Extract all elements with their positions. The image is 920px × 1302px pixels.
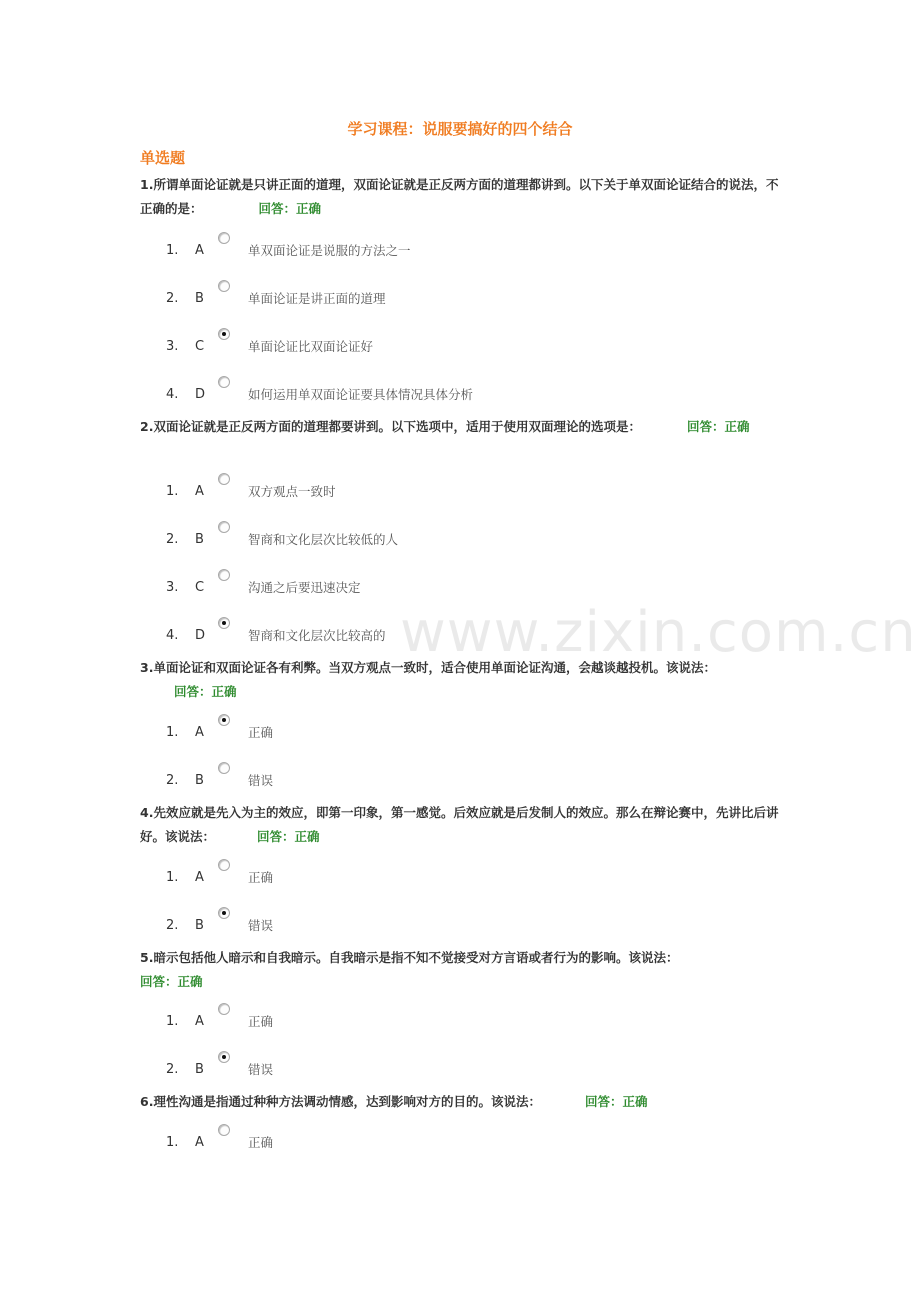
option-letter: B bbox=[195, 773, 204, 788]
option-2b[interactable] bbox=[166, 528, 566, 552]
question-text: 6.理性沟通是指通过种种方法调动情感，达到影响对方的目的。该说法： bbox=[140, 1094, 541, 1109]
option-1b[interactable] bbox=[166, 287, 566, 311]
question-text: 5.暗示包括他人暗示和自我暗示。自我暗示是指不知不觉接受对方言语或者行为的影响。该说法： bbox=[140, 950, 679, 965]
option-text: 单面论证是讲正面的道理 bbox=[248, 291, 386, 306]
option-letter: B bbox=[195, 532, 204, 547]
option-number: 4. bbox=[166, 387, 179, 402]
radio-button-selected[interactable] bbox=[218, 714, 230, 726]
question-text: 2.双面论证就是正反两方面的道理都要讲到。以下选项中，适用于使用双面理论的选项是： bbox=[140, 419, 641, 434]
radio-button[interactable] bbox=[218, 762, 230, 774]
option-text: 正确 bbox=[248, 870, 274, 885]
question-6 bbox=[140, 1090, 785, 1114]
radio-button[interactable] bbox=[218, 521, 230, 533]
option-letter: A bbox=[195, 1014, 204, 1029]
option-letter: B bbox=[195, 291, 204, 306]
radio-dot-icon bbox=[222, 1055, 226, 1059]
option-5b[interactable] bbox=[166, 1058, 566, 1082]
option-letter: B bbox=[195, 918, 204, 933]
option-letter: A bbox=[195, 243, 204, 258]
option-number: 2. bbox=[166, 773, 179, 788]
radio-button-selected[interactable] bbox=[218, 328, 230, 340]
option-4b[interactable] bbox=[166, 914, 566, 938]
radio-button[interactable] bbox=[218, 569, 230, 581]
option-letter: B bbox=[195, 1062, 204, 1077]
section-title: 单选题 bbox=[140, 149, 186, 167]
option-number: 2. bbox=[166, 532, 179, 547]
option-number: 2. bbox=[166, 291, 179, 306]
option-number: 4. bbox=[166, 628, 179, 643]
radio-button[interactable] bbox=[218, 280, 230, 292]
option-number: 1. bbox=[166, 243, 179, 258]
option-text: 错误 bbox=[248, 773, 274, 788]
option-letter: D bbox=[195, 628, 206, 643]
option-number: 2. bbox=[166, 1062, 179, 1077]
answer-status: 回答：正确 bbox=[174, 684, 237, 699]
option-text: 智商和文化层次比较高的 bbox=[248, 628, 386, 643]
option-number: 1. bbox=[166, 484, 179, 499]
radio-button[interactable] bbox=[218, 1003, 230, 1015]
question-2 bbox=[140, 415, 785, 439]
option-text: 正确 bbox=[248, 1014, 274, 1029]
answer-status: 回答：正确 bbox=[257, 829, 320, 844]
option-number: 3. bbox=[166, 580, 179, 595]
option-4a[interactable] bbox=[166, 866, 566, 890]
option-text: 如何运用单双面论证要具体情况具体分析 bbox=[248, 387, 474, 402]
radio-button[interactable] bbox=[218, 232, 230, 244]
option-number: 3. bbox=[166, 339, 179, 354]
option-number: 1. bbox=[166, 1135, 179, 1150]
question-text: 1.所谓单面论证就是只讲正面的道理，双面论证就是正反两方面的道理都讲到。以下关于单双面论证结合的说法，不正确的是： bbox=[140, 177, 779, 216]
option-3a[interactable] bbox=[166, 721, 566, 745]
option-text: 双方观点一致时 bbox=[248, 484, 336, 499]
question-text: 4.先效应就是先入为主的效应，即第一印象，第一感觉。后效应就是后发制人的效应。那么在辩论赛中，先讲比后讲好。该说法： bbox=[140, 805, 779, 844]
option-letter: D bbox=[195, 387, 206, 402]
radio-button-selected[interactable] bbox=[218, 1051, 230, 1063]
option-text: 沟通之后要迅速决定 bbox=[248, 580, 361, 595]
option-letter: A bbox=[195, 1135, 204, 1150]
option-2a[interactable] bbox=[166, 480, 566, 504]
question-text: 3.单面论证和双面论证各有利弊。当双方观点一致时，适合使用单面论证沟通，会越谈越投机。该说法： bbox=[140, 660, 716, 675]
question-5 bbox=[140, 946, 785, 994]
radio-dot-icon bbox=[222, 621, 226, 625]
option-1d[interactable] bbox=[166, 383, 566, 407]
option-letter: A bbox=[195, 870, 204, 885]
option-2d[interactable] bbox=[166, 624, 566, 648]
answer-status: 回答：正确 bbox=[584, 1094, 648, 1109]
radio-button[interactable] bbox=[218, 1124, 230, 1136]
radio-button[interactable] bbox=[218, 859, 230, 871]
page-title: 学习课程：说服要搞好的四个结合 bbox=[347, 120, 573, 138]
option-text: 错误 bbox=[248, 918, 274, 933]
option-text: 正确 bbox=[248, 725, 274, 740]
option-letter: A bbox=[195, 484, 204, 499]
option-number: 1. bbox=[166, 1014, 179, 1029]
option-text: 单面论证比双面论证好 bbox=[248, 339, 374, 354]
answer-status: 回答：正确 bbox=[258, 201, 322, 216]
option-text: 错误 bbox=[248, 1062, 274, 1077]
option-3b[interactable] bbox=[166, 769, 566, 793]
question-4 bbox=[140, 801, 785, 849]
option-6a[interactable] bbox=[166, 1131, 566, 1155]
option-text: 单双面论证是说服的方法之一 bbox=[248, 243, 411, 258]
option-2c[interactable] bbox=[166, 576, 566, 600]
option-letter: A bbox=[195, 725, 204, 740]
radio-button-selected[interactable] bbox=[218, 617, 230, 629]
option-text: 正确 bbox=[248, 1135, 274, 1150]
radio-button[interactable] bbox=[218, 376, 230, 388]
answer-status: 回答：正确 bbox=[686, 419, 750, 434]
radio-dot-icon bbox=[222, 332, 226, 336]
option-number: 2. bbox=[166, 918, 179, 933]
radio-button-selected[interactable] bbox=[218, 907, 230, 919]
question-3 bbox=[140, 656, 785, 704]
option-letter: C bbox=[195, 580, 205, 595]
option-1a[interactable] bbox=[166, 239, 566, 263]
radio-dot-icon bbox=[222, 911, 226, 915]
answer-status: 回答：正确 bbox=[140, 974, 203, 989]
radio-button[interactable] bbox=[218, 473, 230, 485]
option-5a[interactable] bbox=[166, 1010, 566, 1034]
radio-dot-icon bbox=[222, 718, 226, 722]
question-1 bbox=[140, 173, 785, 221]
option-text: 智商和文化层次比较低的人 bbox=[248, 532, 399, 547]
option-number: 1. bbox=[166, 725, 179, 740]
option-letter: C bbox=[195, 339, 205, 354]
option-1c[interactable] bbox=[166, 335, 566, 359]
watermark: www.zixin.com.cn bbox=[400, 600, 917, 665]
option-number: 1. bbox=[166, 870, 179, 885]
